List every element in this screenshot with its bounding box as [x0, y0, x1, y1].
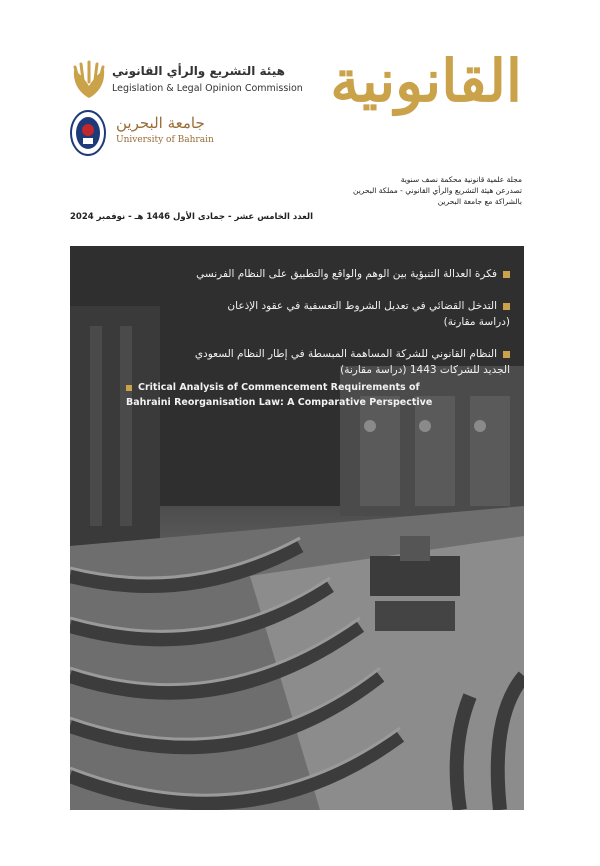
university-name-arabic: جامعة البحرين	[116, 114, 205, 132]
issue-info: العدد الخامس عشر - جمادى الأول 1446 هـ - نوفمبر 2024	[70, 212, 314, 222]
article-subtitle: (دراسة مقارنة)	[443, 316, 510, 328]
university-name-english: University of Bahrain	[116, 135, 214, 145]
article-title: النظام القانوني للشركة المساهمة المبسطة في إطار النظام السعودي	[194, 348, 497, 360]
university-logo	[70, 110, 270, 160]
description-line: مجلة علمية قانونية محكمة نصف سنوية	[400, 175, 522, 184]
description-line: تصدرعن هيئة التشريع والرأي القانوني - مملكة البحرين	[352, 186, 522, 195]
bullet-icon	[126, 385, 132, 391]
commission-name-english: Legislation & Legal Opinion Commission	[112, 83, 303, 94]
commission-name-arabic: هيئة التشريع والرأي القانوني	[112, 64, 285, 78]
article-title: التدخل القضائي في تعديل الشروط التعسفية في عقود الإذعان	[227, 300, 497, 312]
article-item	[90, 266, 510, 282]
cover-photo	[70, 246, 524, 810]
commission-logo	[70, 58, 320, 103]
chamber-illustration	[70, 246, 524, 810]
university-seal-icon	[70, 110, 106, 156]
article-subtitle: الجديد للشركات 1443 (دراسة مقارنة)	[340, 364, 510, 376]
bullet-icon	[503, 271, 510, 278]
commission-emblem-icon	[70, 58, 108, 100]
journal-masthead: القانونية	[330, 47, 522, 115]
article-title-english-line2: Bahraini Reorganisation Law: A Comparative Perspective	[126, 397, 433, 408]
article-item	[90, 298, 510, 330]
bullet-icon	[503, 303, 510, 310]
article-title: فكرة العدالة التنبؤية بين الوهم والواقع والتطبيق على النظام الفرنسي	[196, 268, 497, 280]
article-item-english	[126, 380, 506, 410]
article-title-english: Critical Analysis of Commencement Requirements of	[138, 382, 420, 393]
article-item	[90, 346, 510, 378]
journal-description	[282, 174, 522, 207]
bullet-icon	[503, 351, 510, 358]
description-line: بالشراكة مع جامعة البحرين	[437, 197, 522, 206]
